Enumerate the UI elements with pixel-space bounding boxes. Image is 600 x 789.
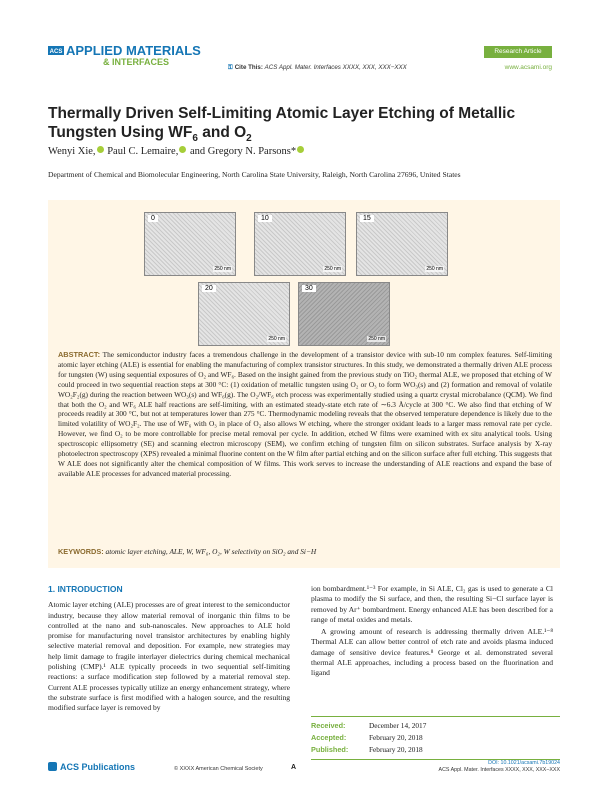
body-column-right xyxy=(311,584,553,681)
published-date: February 20, 2018 xyxy=(369,745,423,754)
tem-label: 20 xyxy=(202,285,216,292)
scale-bar: 250 nm xyxy=(214,266,231,272)
cite-text: ACS Appl. Mater. Interfaces XXXX, XXX, XXX−XXX xyxy=(264,64,407,71)
orcid-icon[interactable] xyxy=(97,146,104,153)
orcid-icon[interactable] xyxy=(179,146,186,153)
intro-paragraph-3: A growing amount of research is addressing thermally driven ALE.¹⁻⁸ Thermal ALE can allow better control of etch rate and avoids plasma induced damage of sensitive device features.⁸ George et al. demonstrated several thermal ALE approaches, including a process based on the fluorination and ligand xyxy=(311,627,553,678)
page-footer xyxy=(48,760,560,780)
logo-line1: APPLIED MATERIALS xyxy=(66,43,201,58)
tem-image xyxy=(144,212,236,276)
author-2: Paul C. Lemaire, xyxy=(107,146,179,157)
keywords xyxy=(58,547,552,556)
tem-label: 0 xyxy=(148,215,158,222)
affiliation: Department of Chemical and Biomolecular Engineering, North Carolina State University, Raleigh, North Carolina 27696, United States xyxy=(48,170,461,179)
cite-label: Cite This: xyxy=(234,64,263,71)
acs-hex-icon xyxy=(48,762,57,771)
journal-reference: ACS Appl. Mater. Interfaces XXXX, XXX, XXX−XXX xyxy=(438,767,560,773)
accepted-label: Accepted: xyxy=(311,733,347,742)
copyright: © XXXX American Chemical Society xyxy=(174,766,263,772)
intro-paragraph-1: Atomic layer etching (ALE) processes are of great interest to the semiconductor industry, because they allow material removal of inorganic thin films to be controlled at the nano and sub-nanoscales. New approaches to ALE hold promise for manufacturing novel transistor architectures by enabling highly selective material removal and deposition. For example, new strategies may help limit damage to fragile interlayer dielectrics during chemical mechanical polishing (CMP).¹ ALE typically proceeds in two sequential self-limiting reactions: a surface modification step followed by a material removal step. Current ALE processes typically utilize an energy enhancement strategy, where the substrate surface is first modified with a halogen source, and the resulting modified surface layer is removed by xyxy=(48,600,290,713)
abstract-box xyxy=(48,200,560,568)
orcid-icon[interactable] xyxy=(297,146,304,153)
toc-graphic xyxy=(48,200,560,350)
tem-label: 30 xyxy=(302,285,316,292)
tem-image xyxy=(356,212,448,276)
cite-this[interactable] xyxy=(228,64,407,72)
tem-label: 10 xyxy=(258,215,272,222)
logo-line2: & INTERFACES xyxy=(103,57,170,67)
published-label: Published: xyxy=(311,745,349,754)
intro-paragraph-2: ion bombardment.¹⁻³ For example, in Si ALE, Cl₂ gas is used to generate a Cl plasma to modify the Si surface, and then, the resulting Si−Cl surface layer is removed by Ar⁺ bombardment. Energy enhanced ALE has been described for a range of metal oxides and metals. xyxy=(311,584,553,624)
tem-image xyxy=(298,282,390,346)
cite-icon: ⚿ xyxy=(228,64,233,71)
accepted-date: February 20, 2018 xyxy=(369,733,423,742)
author-list xyxy=(48,146,305,157)
keywords-label: KEYWORDS: xyxy=(58,547,104,556)
journal-url[interactable]: www.acsami.org xyxy=(504,64,552,71)
scale-bar: 250 nm xyxy=(426,266,443,272)
author-1: Wenyi Xie, xyxy=(48,146,96,157)
doi-block xyxy=(439,760,560,774)
scale-bar: 250 nm xyxy=(268,336,285,342)
article-type-badge: Research Article xyxy=(484,46,552,58)
abstract-text xyxy=(58,350,552,479)
doi-link[interactable]: DOI: 10.1021/acsami.7b19024 xyxy=(488,760,560,766)
tem-label: 15 xyxy=(360,215,374,222)
received-date: December 14, 2017 xyxy=(369,721,427,730)
keywords-text: atomic layer etching, ALE, W, WF₆, O₂, W selectivity on SiO₂ and Si−H xyxy=(105,547,317,556)
tem-image xyxy=(198,282,290,346)
section-heading: 1. INTRODUCTION xyxy=(48,584,123,594)
author-3: and Gregory N. Parsons* xyxy=(189,146,297,157)
logo-acs: ACS xyxy=(49,49,63,55)
abstract-label: ABSTRACT: xyxy=(58,350,101,359)
publisher-logo: ACS Publications xyxy=(48,762,135,772)
received-label: Received: xyxy=(311,721,346,730)
journal-header xyxy=(0,0,600,90)
paper-title: Thermally Driven Self-Limiting Atomic Layer Etching of Metallic Tungsten Using $WF_6$ and $O_2$ xyxy=(48,105,516,145)
page-number: A xyxy=(291,764,297,771)
body-column-left xyxy=(48,584,290,716)
tem-image xyxy=(254,212,346,276)
acs-ami-logo xyxy=(48,43,228,77)
scale-bar: 250 nm xyxy=(324,266,341,272)
publication-dates xyxy=(311,716,560,760)
scale-bar: 250 nm xyxy=(368,336,385,342)
abstract-body: The semiconductor industry faces a tremendous challenge in the development of a transistor device with sub-10 nm complex features. Self-limiting atomic layer etching (ALE) is essential for enabling the manufacturing of complex transistor structures. In this study, we demonstrated a thermally driven ALE process for tungsten (W) using sequential exposures of O₂ and WF₆. Based on the insight gained from the previous study on TiO₂ thermal ALE, we proposed that etching of W could proceed in two sequential reaction steps at 300 °C: (1) oxidation of metallic tungsten using O₂ or O₃ to form WO₃(s) and (2) formation and removal of volatile WO₂F₂(g) during the reaction between WO₃(s) and WF₆(g). The O₂/WF₆ etch process was experimentally studied using a quartz crystal microbalance (QCM). We find that both the O₂ and WF₆ ALE half reactions are self-limiting, with an estimated steady-state etch rate of ∼6.3 Å/cycle at 300 °C. We also find that etching of W proceeds readily at 300 °C, but not at temperatures lower than 275 °C. Thermodynamic modeling reveals that the observed temperature dependence is likely due to the limited volatility of WO₂F₂. The use of WF₆ with O₃ in place of O₂ also allows W etching, where the stronger oxidant leads to a larger mass removal rate per cycle. However, we find O₂ to be more controllable for precise metal removal per cycle. In addition, etched W films were examined with ex situ analytical tools. Using spectroscopic ellipsometry (SE) and scanning electron microscopy (SEM), we confirm etching of tungsten film on silicon substrates. Surface analysis by X-ray photoelectron spectroscopy (XPS) revealed a minimal fluorine content on the W film after partial etching and on the silicon surface after full etching. This suggests that W ALE does not significantly alter the chemical composition of W films. This work serves to increase the understanding of ALE reactions and expand the base of available ALE processes for advanced material processing. xyxy=(58,350,552,478)
